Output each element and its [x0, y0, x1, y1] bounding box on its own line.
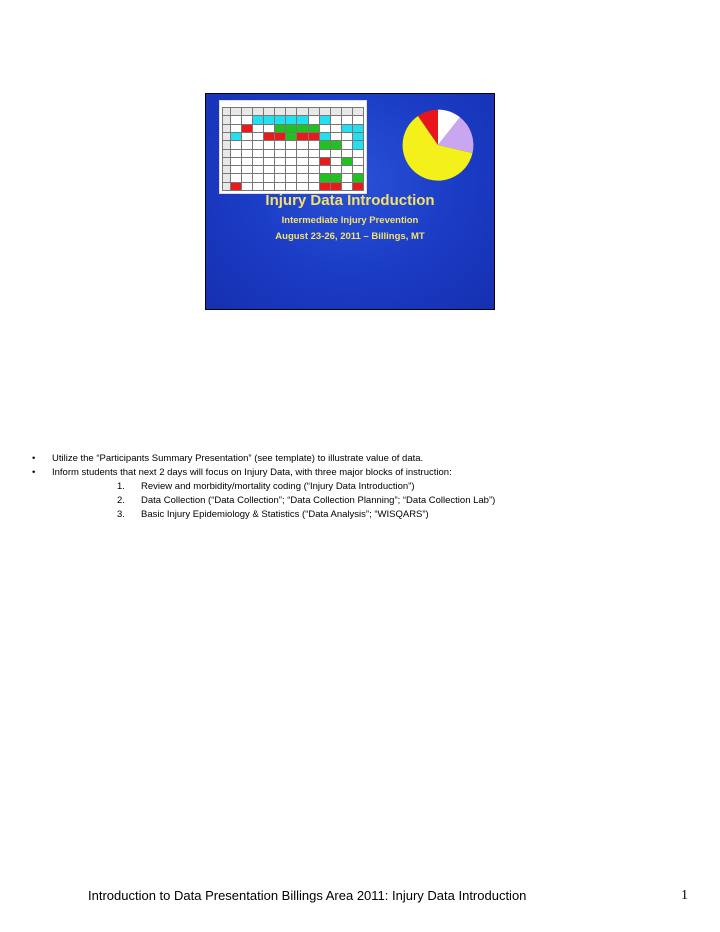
page-footer: Introduction to Data Presentation Billings Area 2011: Injury Data Introduction [88, 888, 527, 903]
schedule-table-cell [231, 150, 241, 157]
schedule-table-cell [297, 183, 307, 190]
schedule-table-cell [331, 116, 341, 123]
schedule-table-cell [286, 125, 296, 132]
schedule-table-cell [309, 166, 319, 173]
schedule-table-cell [231, 108, 241, 115]
schedule-table-cell [353, 125, 363, 132]
schedule-table-cell [242, 150, 252, 157]
schedule-table-cell [320, 125, 330, 132]
schedule-table-cell [320, 141, 330, 148]
schedule-table-cell [297, 133, 307, 140]
schedule-table-cell [242, 174, 252, 181]
schedule-table-cell [253, 150, 263, 157]
page-number: 1 [681, 888, 688, 903]
schedule-table-cell [320, 166, 330, 173]
schedule-table-cell [264, 141, 274, 148]
schedule-table-cell [242, 108, 252, 115]
schedule-table-cell [223, 125, 230, 132]
schedule-table-cell [297, 125, 307, 132]
schedule-table-cell [320, 150, 330, 157]
schedule-table-cell [353, 166, 363, 173]
schedule-table-cell [223, 141, 230, 148]
schedule-table-cell [223, 183, 230, 190]
schedule-table-cell [331, 141, 341, 148]
schedule-table-cell [223, 166, 230, 173]
schedule-table-cell [264, 133, 274, 140]
schedule-table-cell [275, 116, 285, 123]
schedule-table-cell [253, 108, 263, 115]
schedule-table-cell [331, 150, 341, 157]
schedule-table-cell [275, 158, 285, 165]
slide-subtitle-dates: August 23-26, 2011 – Billings, MT [275, 231, 425, 242]
schedule-table-cell [275, 108, 285, 115]
schedule-table-cell [297, 141, 307, 148]
schedule-table-cell [286, 158, 296, 165]
schedule-table-cell [231, 116, 241, 123]
schedule-table-cell [342, 125, 352, 132]
schedule-table-cell [353, 183, 363, 190]
notes-bullet [32, 452, 692, 466]
schedule-table-cell [242, 158, 252, 165]
schedule-table-cell [275, 141, 285, 148]
schedule-table-cell [297, 158, 307, 165]
schedule-table-cell [242, 133, 252, 140]
notes-bullet-text: Utilize the “Participants Summary Presentation” (see template) to illustrate value of data. [52, 453, 424, 464]
schedule-table-cell [353, 141, 363, 148]
schedule-table-cell [353, 116, 363, 123]
slide-subtitle-course: Intermediate Injury Prevention [281, 215, 419, 226]
schedule-table-cell [342, 183, 352, 190]
schedule-table-cell [223, 133, 230, 140]
schedule-table-cell [320, 116, 330, 123]
schedule-table-cell [309, 158, 319, 165]
schedule-table-cell [297, 174, 307, 181]
schedule-table-cell [253, 158, 263, 165]
schedule-table-cell [353, 108, 363, 115]
numbered-item [32, 480, 692, 494]
schedule-table-cell [253, 166, 263, 173]
schedule-table-cell [342, 133, 352, 140]
schedule-table-cell [253, 133, 263, 140]
schedule-table-cell [231, 141, 241, 148]
schedule-table-cell [331, 133, 341, 140]
numbered-item [32, 494, 692, 508]
schedule-table-cell [320, 183, 330, 190]
schedule-table-cell [286, 150, 296, 157]
schedule-table-cell [286, 141, 296, 148]
schedule-table-cell [353, 133, 363, 140]
schedule-table-cell [297, 116, 307, 123]
schedule-table-cell [223, 174, 230, 181]
schedule-table-cell [342, 158, 352, 165]
schedule-table-cell [275, 166, 285, 173]
schedule-table-cell [320, 133, 330, 140]
notes-bullet [32, 466, 692, 480]
schedule-table-cell [286, 116, 296, 123]
schedule-table-cell [320, 158, 330, 165]
schedule-table-cell [264, 116, 274, 123]
schedule-table-cell [253, 141, 263, 148]
schedule-table-cell [353, 158, 363, 165]
notes-bullet-text: Inform students that next 2 days will focus on Injury Data, with three major blocks of instruction: [52, 467, 452, 478]
schedule-table-cell [275, 174, 285, 181]
schedule-table-cell [231, 125, 241, 132]
schedule-table-cell [264, 108, 274, 115]
schedule-table-cell [331, 166, 341, 173]
schedule-table-cell [320, 108, 330, 115]
schedule-table-grid [222, 107, 364, 191]
numbered-item-text: Review and morbidity/mortality coding (“Injury Data Introduction”) [141, 481, 415, 492]
schedule-table-cell [242, 183, 252, 190]
schedule-table-cell [297, 166, 307, 173]
schedule-table-cell [264, 183, 274, 190]
schedule-table-cell [286, 133, 296, 140]
numbered-item-number: 1. [117, 481, 125, 492]
slide-title: Injury Data Introduction [265, 192, 435, 209]
numbered-item [32, 508, 692, 522]
schedule-table-cell [297, 108, 307, 115]
schedule-table-cell [297, 150, 307, 157]
schedule-table-cell [342, 141, 352, 148]
schedule-table-cell [223, 116, 230, 123]
schedule-table-cell [342, 150, 352, 157]
schedule-table-cell [309, 108, 319, 115]
schedule-table-cell [309, 141, 319, 148]
schedule-table-cell [231, 133, 241, 140]
schedule-table-cell [342, 108, 352, 115]
schedule-table-image [219, 100, 367, 194]
schedule-table-cell [331, 158, 341, 165]
schedule-table-cell [309, 183, 319, 190]
numbered-item-text: Data Collection (“Data Collection”; “Data Collection Planning”; “Data Collection Lab”) [141, 495, 496, 506]
pie-chart-image [402, 109, 474, 181]
schedule-table-cell [309, 116, 319, 123]
schedule-table-cell [242, 166, 252, 173]
schedule-table-cell [331, 174, 341, 181]
schedule-table-cell [253, 116, 263, 123]
schedule-table-cell [353, 150, 363, 157]
schedule-table-cell [309, 174, 319, 181]
schedule-table-cell [342, 174, 352, 181]
speaker-notes [32, 452, 692, 522]
schedule-table-cell [253, 125, 263, 132]
schedule-table-cell [309, 125, 319, 132]
schedule-table-cell [286, 108, 296, 115]
schedule-table-cell [331, 125, 341, 132]
schedule-table-cell [353, 174, 363, 181]
schedule-table-cell [223, 150, 230, 157]
schedule-table-cell [342, 116, 352, 123]
schedule-table-cell [231, 166, 241, 173]
schedule-table-cell [342, 166, 352, 173]
schedule-table-cell [242, 116, 252, 123]
schedule-table-cell [264, 150, 274, 157]
schedule-table-cell [331, 183, 341, 190]
schedule-table-cell [275, 133, 285, 140]
schedule-table-cell [231, 158, 241, 165]
bullet-dot: • [32, 467, 36, 478]
schedule-table-cell [309, 150, 319, 157]
schedule-table-cell [275, 183, 285, 190]
schedule-table-cell [264, 174, 274, 181]
schedule-table-cell [309, 133, 319, 140]
slide-thumbnail [205, 93, 495, 310]
schedule-table-cell [275, 150, 285, 157]
schedule-table-cell [253, 183, 263, 190]
schedule-table-cell [286, 174, 296, 181]
schedule-table-cell [331, 108, 341, 115]
schedule-table-cell [286, 183, 296, 190]
numbered-item-number: 2. [117, 495, 125, 506]
notes-numbered-list [32, 480, 692, 522]
numbered-item-number: 3. [117, 509, 125, 520]
schedule-table-cell [242, 141, 252, 148]
numbered-item-text: Basic Injury Epidemiology & Statistics (“Data Analysis”; “WISQARS”) [141, 509, 429, 520]
schedule-table-cell [275, 125, 285, 132]
schedule-table-cell [253, 174, 263, 181]
schedule-table-cell [320, 174, 330, 181]
schedule-table-cell [286, 166, 296, 173]
schedule-table-cell [223, 158, 230, 165]
schedule-table-cell [231, 183, 241, 190]
schedule-table-cell [264, 166, 274, 173]
bullet-dot: • [32, 453, 36, 464]
schedule-table-cell [223, 108, 230, 115]
schedule-table-cell [264, 125, 274, 132]
schedule-table-cell [264, 158, 274, 165]
schedule-table-cell [231, 174, 241, 181]
schedule-table-cell [242, 125, 252, 132]
